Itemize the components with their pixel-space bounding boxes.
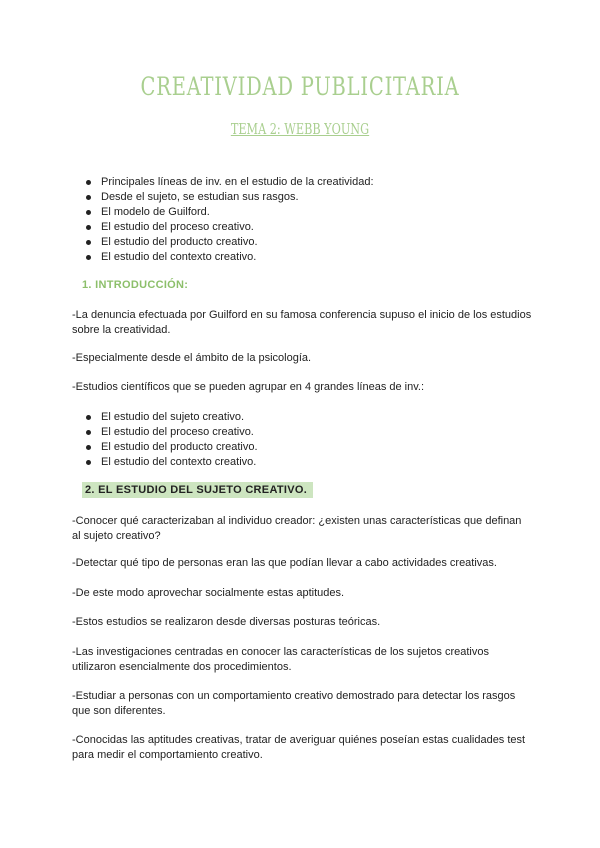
list-item: El estudio del producto creativo. [86, 440, 258, 455]
paragraph: -Estos estudios se realizaron desde diversas posturas teóricas. [72, 616, 381, 628]
paragraph: -Detectar qué tipo de personas eran las que podían llevar a cabo actividades creativas. [72, 557, 497, 569]
list-item: El estudio del producto creativo. [86, 235, 374, 250]
list-item: El estudio del contexto creativo. [86, 455, 258, 470]
list-item: Desde el sujeto, se estudian sus rasgos. [86, 190, 374, 205]
paragraph: -Estudiar a personas con un comportamiento creativo demostrado para detectar los rasgos que son diferentes. [72, 690, 516, 717]
list-item: El estudio del sujeto creativo. [86, 410, 258, 425]
paragraph: -Las investigaciones centradas en conocer las características de los sujetos creativos utilizaron esencialmente dos procedimientos. [72, 646, 489, 673]
list-item: El estudio del contexto creativo. [86, 250, 374, 265]
paragraph: -Estudios científicos que se pueden agrupar en 4 grandes líneas de inv.: [72, 381, 425, 393]
document-title: CREATIVIDAD PUBLICITARIA [140, 72, 460, 101]
list-item: El modelo de Guilford. [86, 205, 374, 220]
list-item: Principales líneas de inv. en el estudio de la creatividad: [86, 175, 374, 190]
section-heading-introduccion: 1. INTRODUCCIÓN: [82, 279, 189, 291]
paragraph: -Conocer qué caracterizaban al individuo creador: ¿existen unas características que definan al sujeto creativo? [72, 515, 522, 542]
list-item: El estudio del proceso creativo. [86, 425, 258, 440]
paragraph: -La denuncia efectuada por Guilford en su famosa conferencia supuso el inicio de los estudios sobre la creatividad. [72, 309, 532, 336]
section-heading-sujeto-creativo: 2. EL ESTUDIO DEL SUJETO CREATIVO. [82, 482, 313, 498]
document-subtitle: TEMA 2: WEBB YOUNG [230, 120, 370, 138]
paragraph: -Conocidas las aptitudes creativas, tratar de averiguar quiénes poseían estas cualidades test para medir el comportamiento creativo. [72, 734, 526, 761]
list-item: El estudio del proceso creativo. [86, 220, 374, 235]
intro-bullet-list [86, 175, 374, 265]
paragraph: -De este modo aprovechar socialmente estas aptitudes. [72, 587, 345, 599]
paragraph: -Especialmente desde el ámbito de la psicología. [72, 352, 312, 364]
research-lines-list [86, 410, 258, 470]
